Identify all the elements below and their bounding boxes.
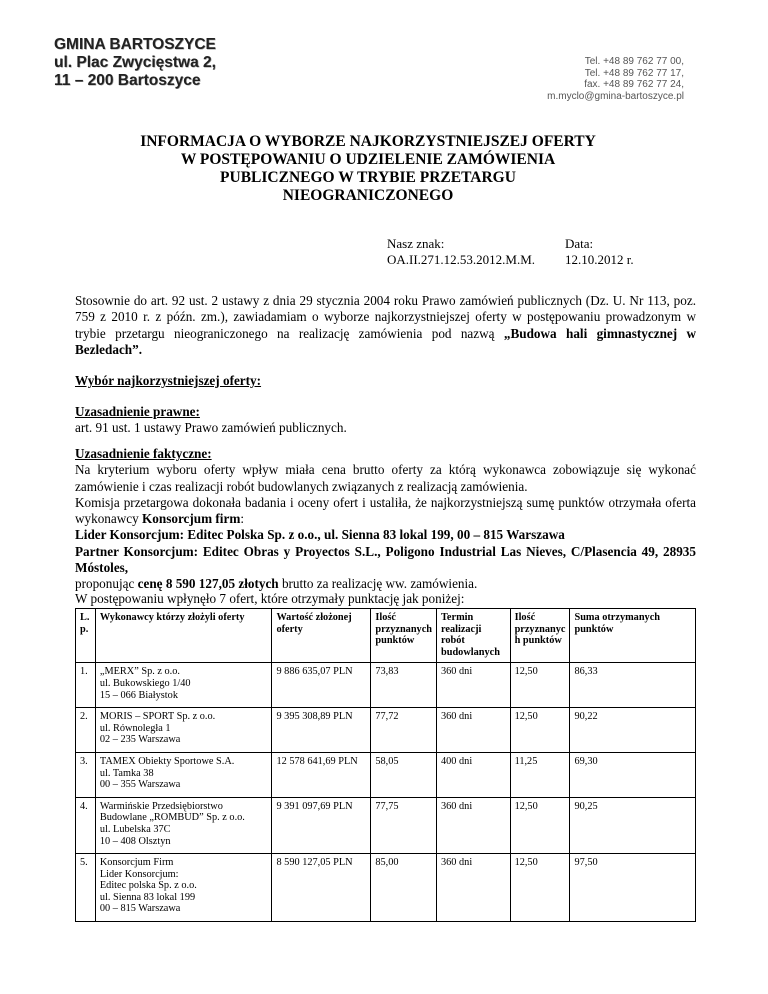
intro-text: Stosownie do art. 92 ust. 2 ustawy z dnia 29 stycznia 2004 roku Prawo zamówień publicznych (Dz. U. Nr 113, poz. 759 z 2010 r. z późn. zm.), zawiadamiam o wyborze najkorzystniejszej oferty w postępowaniu prowadzonym w trybie przetargu nieograniczonego na realizację zamówienia pod nazwą <box>75 293 696 341</box>
row-lp: 1. <box>76 663 96 708</box>
row-price-points: 77,75 <box>371 797 437 853</box>
table-intro-text: W postępowaniu wpłynęło 7 ofert, które otrzymały punktację jak poniżej: <box>75 591 465 606</box>
table-intro <box>75 591 696 607</box>
price-suffix: brutto za realizację ww. zamówienia. <box>281 576 478 592</box>
row-price-points: 85,00 <box>371 854 437 922</box>
legal-text: art. 91 ust. 1 ustawy Prawo zamówień publicznych. <box>75 420 347 436</box>
factual-heading: Uzasadnienie faktyczne: <box>75 446 212 461</box>
price-prefix: proponując <box>75 576 135 592</box>
row-term: 360 dni <box>437 797 511 853</box>
title-line: W POSTĘPOWANIU O UDZIELENIE ZAMÓWIENIA <box>180 151 556 168</box>
row-term: 360 dni <box>437 854 511 922</box>
factual-basis <box>75 446 696 593</box>
title-line: PUBLICZNEGO W TRYBIE PRZETARGU <box>220 169 516 186</box>
row-price-points: 77,72 <box>371 708 437 753</box>
contact-phone-2: Tel. +48 89 762 77 17, <box>584 67 684 79</box>
header-lp: L. p. <box>76 609 96 663</box>
row-total: 86,33 <box>570 663 696 708</box>
consortium-partner: Partner Konsorcjum: Editec Obras y Proyectos S.L., Poligono Industrial Las Nieves, C/Plasencia 49, 28935 Móstoles, <box>75 543 696 576</box>
project-name: „Budowa hali gimnastycznej w Bezledach”. <box>75 325 697 357</box>
commission-paragraph: Komisja przetargowa dokonała badania i oceny ofert i ustaliła, że najkorzystniejszą sumę punktów otrzymała oferta wykonawcy Konsorcjum firm: <box>75 494 696 527</box>
row-term: 360 dni <box>437 663 511 708</box>
intro-paragraph <box>75 293 696 358</box>
row-term-points: 12,50 <box>510 797 570 853</box>
row-offer-value: 8 590 127,05 PLN <box>272 854 371 922</box>
header-total: Suma otrzymanych punktów <box>570 609 696 663</box>
choice-heading-text: Wybór najkorzystniejszej oferty: <box>75 373 262 388</box>
contractor-line: ul. Tamka 38 <box>99 767 154 779</box>
row-term: 360 dni <box>437 708 511 753</box>
contractor-line: MORIS – SPORT Sp. z o.o. <box>99 711 216 723</box>
contractor-line: ul. Równoległa 1 <box>99 722 171 734</box>
table-row <box>76 708 696 753</box>
contractor-line: ul. Sienna 83 lokal 199 <box>99 891 196 903</box>
header-value: Wartość złożonej oferty <box>272 609 371 663</box>
contact-email: m.myclo@gmina-bartoszyce.pl <box>547 90 684 102</box>
date-value: 12.10.2012 r. <box>565 252 634 267</box>
contractor-line: Editec polska Sp. z o.o. <box>99 880 197 892</box>
title-line: NIEOGRANICZONEGO <box>282 187 454 204</box>
organization-header <box>54 36 216 90</box>
legal-heading: Uzasadnienie prawne: <box>75 404 200 419</box>
document-date <box>565 236 634 268</box>
contractor-line: Lider Konsorcjum: <box>99 868 179 880</box>
contractor-line: ul. Bukowskiego 1/40 <box>99 677 191 689</box>
row-price-points: 58,05 <box>371 752 437 797</box>
row-contractor <box>95 663 272 708</box>
date-label: Data: <box>565 236 594 251</box>
contractor-line: 10 – 408 Olsztyn <box>99 835 171 847</box>
row-lp: 4. <box>76 797 96 853</box>
criteria-paragraph: Na kryterium wyboru oferty wpływ miała cena brutto oferty za którą wykonawca zobowiązuje się wykonać zamówienie i czas realizacji robót budowlanych związanych z realizacją zamówienia. <box>75 462 696 494</box>
row-price-points: 73,83 <box>371 663 437 708</box>
header-term: Termin realizacji robót budowlanych <box>437 609 511 663</box>
row-total: 97,50 <box>570 854 696 922</box>
row-term-points: 11,25 <box>510 752 570 797</box>
table-row <box>76 797 696 853</box>
choice-heading <box>75 373 696 389</box>
org-street: ul. Plac Zwycięstwa 2, <box>54 54 216 71</box>
document-title <box>90 133 646 205</box>
row-lp: 3. <box>76 752 96 797</box>
consortium-leader: Lider Konsorcjum: Editec Polska Sp. z o.o., ul. Sienna 83 lokal 199, 00 – 815 Warszawa <box>75 527 565 543</box>
header-contractor: Wykonawcy którzy złożyli oferty <box>95 609 272 663</box>
table-header-row <box>76 609 696 663</box>
row-offer-value: 9 395 308,89 PLN <box>272 708 371 753</box>
header-term-points: Ilość przyznanyc h punktów <box>510 609 570 663</box>
contact-block <box>547 56 684 102</box>
row-term: 400 dni <box>437 752 511 797</box>
contact-phone-1: Tel. +48 89 762 77 00, <box>584 56 684 67</box>
contractor-line: 15 – 066 Białystok <box>99 689 178 701</box>
contractor-line: Warmińskie Przedsiębiorstwo <box>99 800 223 812</box>
row-lp: 5. <box>76 854 96 922</box>
winning-price: cenę 8 590 127,05 złotych <box>137 576 279 592</box>
reference-label: Nasz znak: <box>387 236 445 251</box>
commission-text: Komisja przetargowa dokonała badania i oceny ofert i ustaliła, że najkorzystniejszą sumę punktów otrzymała oferta wykonawcy <box>75 494 696 527</box>
row-lp: 2. <box>76 708 96 753</box>
row-offer-value: 9 886 635,07 PLN <box>272 663 371 708</box>
contractor-line: „MERX” Sp. z o.o. <box>99 666 180 678</box>
table-row <box>76 854 696 922</box>
winner-label: Konsorcjum firm <box>142 511 241 527</box>
contractor-line: Konsorcjum Firm <box>99 857 174 869</box>
row-term-points: 12,50 <box>510 663 570 708</box>
contractor-line: ul. Lubelska 37C <box>99 823 171 835</box>
row-term-points: 12,50 <box>510 854 570 922</box>
table-row <box>76 752 696 797</box>
row-contractor <box>95 708 272 753</box>
contractor-line: 00 – 815 Warszawa <box>99 903 181 915</box>
row-contractor <box>95 752 272 797</box>
row-contractor <box>95 854 272 922</box>
reference-value: OA.II.271.12.53.2012.M.M. <box>387 252 536 267</box>
org-city: 11 – 200 Bartoszyce <box>54 72 201 89</box>
row-total: 69,30 <box>570 752 696 797</box>
reference-number <box>387 236 535 268</box>
row-total: 90,22 <box>570 708 696 753</box>
row-offer-value: 9 391 097,69 PLN <box>272 797 371 853</box>
row-contractor <box>95 797 272 853</box>
offers-table <box>75 608 696 922</box>
table-row <box>76 663 696 708</box>
header-price-points: Ilość przyznanych punktów <box>371 609 437 663</box>
contractor-line: Budowlane „ROMBUD” Sp. z o.o. <box>99 812 245 824</box>
row-total: 90,25 <box>570 797 696 853</box>
contractor-line: 00 – 355 Warszawa <box>99 779 181 791</box>
legal-basis <box>75 404 696 437</box>
row-term-points: 12,50 <box>510 708 570 753</box>
contact-fax: fax. +48 89 762 77 24, <box>584 79 684 90</box>
contractor-line: 02 – 235 Warszawa <box>99 734 181 746</box>
contractor-line: TAMEX Obiekty Sportowe S.A. <box>99 755 235 767</box>
title-line: INFORMACJA O WYBORZE NAJKORZYSTNIEJSZEJ OFERTY <box>140 133 596 150</box>
row-offer-value: 12 578 641,69 PLN <box>272 752 371 797</box>
org-name: GMINA BARTOSZYCE <box>54 36 216 53</box>
